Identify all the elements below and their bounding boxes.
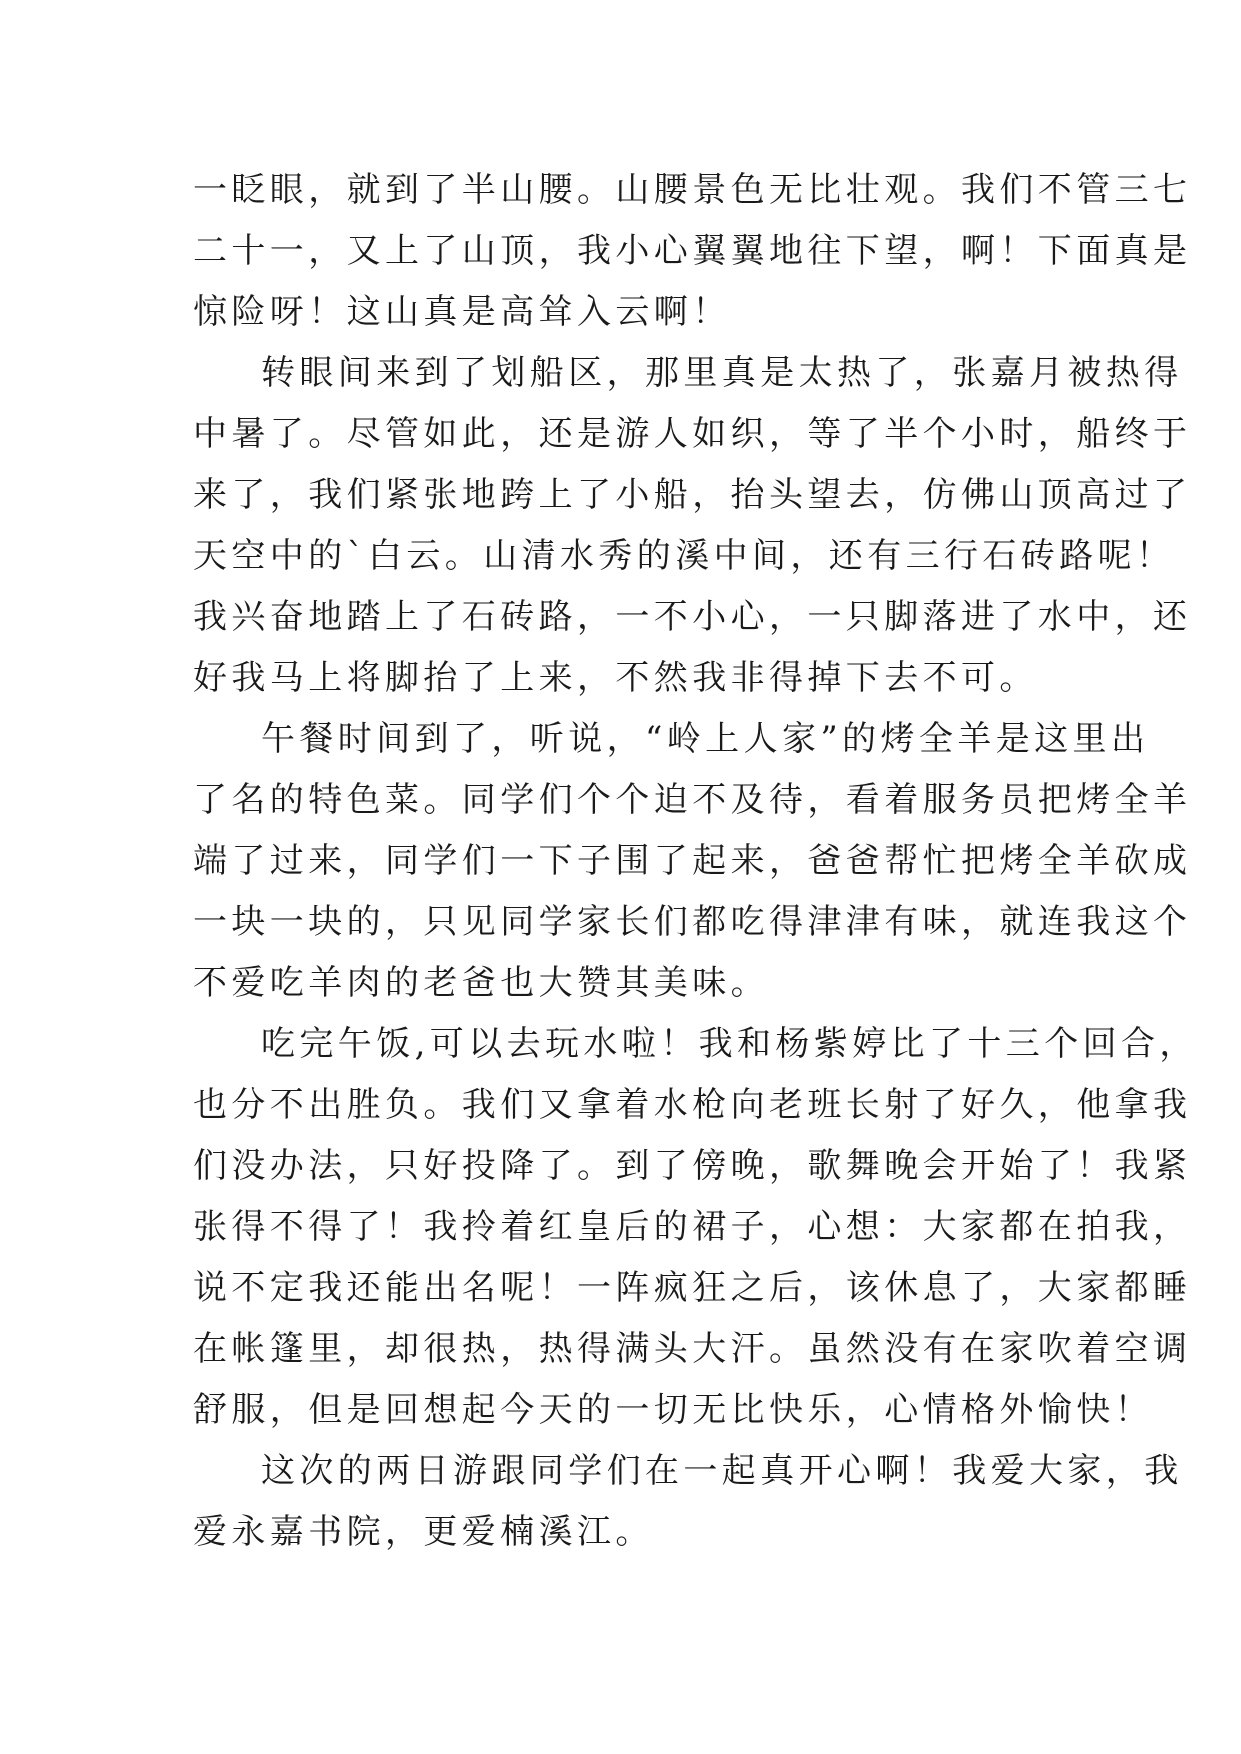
- paragraph-start-line: 这次的两日游跟同学们在一起真开心啊！我爱大家，我: [261, 1451, 1183, 1491]
- text-line: 中暑了。尽管如此，还是游人如织，等了半个小时，船终于: [193, 414, 1192, 454]
- text-line: 一块一块的，只见同学家长们都吃得津津有味，就连我这个: [193, 902, 1192, 942]
- text-line: 好我马上将脚抬了上来，不然我非得掉下去不可。: [193, 658, 1038, 698]
- text-line: 爱永嘉书院，更爱楠溪江。: [193, 1512, 654, 1552]
- text-line: 舒服，但是回想起今天的一切无比快乐，心情格外愉快！: [193, 1390, 1153, 1430]
- text-line: 不爱吃羊肉的老爸也大赞其美味。: [193, 963, 769, 1003]
- text-line: 惊险呀！这山真是高耸入云啊！: [193, 292, 731, 332]
- text-line: 在帐篷里，却很热，热得满头大汗。虽然没有在家吹着空调: [193, 1329, 1192, 1369]
- paragraph-start-line: 转眼间来到了划船区，那里真是太热了，张嘉月被热得: [261, 353, 1183, 393]
- text-line: 张得不得了！我拎着红皇后的裙子，心想：大家都在拍我，: [193, 1207, 1192, 1247]
- text-line: 一眨眼，就到了半山腰。山腰景色无比壮观。我们不管三七: [193, 170, 1192, 210]
- text-line: 天空中的`白云。山清水秀的溪中间，还有三行石砖路呢！: [193, 536, 1175, 576]
- paragraph-start-line: 午餐时间到了，听说，“岭上人家”的烤全羊是这里出: [261, 719, 1150, 759]
- text-line: 了名的特色菜。同学们个个迫不及待，看着服务员把烤全羊: [193, 780, 1192, 820]
- text-line: 们没办法，只好投降了。到了傍晚，歌舞晚会开始了！我紧: [193, 1146, 1192, 1186]
- text-line: 我兴奋地踏上了石砖路，一不小心，一只脚落进了水中，还: [193, 597, 1192, 637]
- text-line: 说不定我还能出名呢！一阵疯狂之后，该休息了，大家都睡: [193, 1268, 1192, 1308]
- text-line: 端了过来，同学们一下子围了起来，爸爸帮忙把烤全羊砍成: [193, 841, 1192, 881]
- document-body: [193, 160, 1198, 1563]
- text-line: 来了，我们紧张地跨上了小船，抬头望去，仿佛山顶高过了: [193, 475, 1192, 515]
- paragraph-start-line: 吃完午饭,可以去玩水啦！我和杨紫婷比了十三个回合，: [261, 1024, 1198, 1064]
- text-line: 也分不出胜负。我们又拿着水枪向老班长射了好久，他拿我: [193, 1085, 1192, 1125]
- text-line: 二十一，又上了山顶，我小心翼翼地往下望，啊！下面真是: [193, 231, 1192, 271]
